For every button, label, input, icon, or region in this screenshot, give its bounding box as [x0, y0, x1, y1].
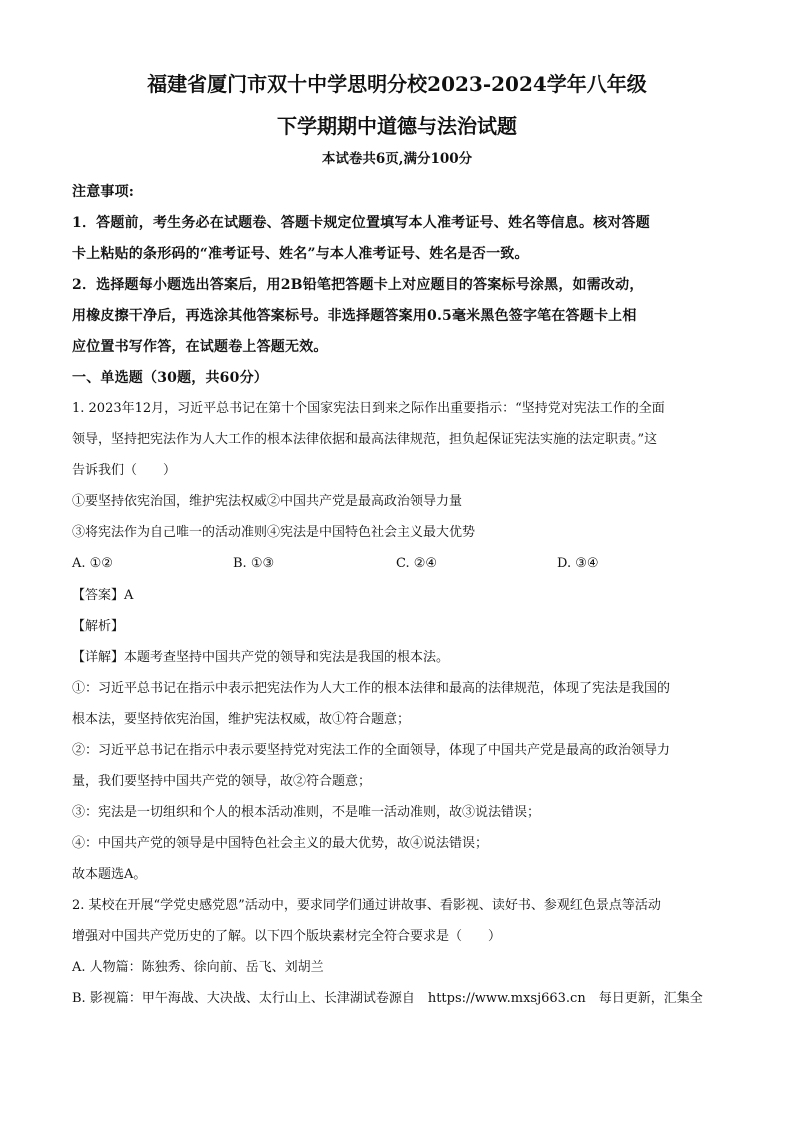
document-title-line2 [0, 114, 794, 138]
q1-explanation4: ④：中国共产党的领导是中国特色社会主义的最大优势，故④说法错误； [72, 836, 489, 851]
q1-detail-line: 【详解】本题考查坚持中国共产党的领导和宪法是我国的根本法。 [72, 650, 450, 665]
q2-option-a: A. 人物篇：陈独秀、徐向前、岳飞、刘胡兰 [72, 960, 324, 975]
notice-item2-line2: 用橡皮擦干净后，再选涂其他答案标号。非选择题答案用0.5毫米黑色签字笔在答题卡上相 [72, 308, 637, 324]
q1-stem-line3: 告诉我们（ ） [72, 463, 177, 478]
q1-stem-line1: 1. 2023年12月，习近平总书记在第十个国家宪法日到来之际作出重要指示：“坚持党对宪法工作的全面 [72, 401, 665, 416]
notice-heading: 注意事项: [72, 184, 135, 200]
q1-option-d: D. ③④ [557, 556, 599, 571]
q2-stem-line1: 2. 某校在开展“学党史感党恩”活动中，要求同学们通过讲故事、看影视、读好书、参观红色景点等活动 [72, 898, 661, 913]
q1-option-a: A. ①② [72, 556, 113, 571]
notice-item2-line3: 应位置书写作答，在试题卷上答题无效。 [72, 339, 328, 355]
notice-item1-line1: 1．答题前，考生务必在试题卷、答题卡规定位置填写本人准考证号、姓名等信息。核对答题 [72, 215, 650, 231]
title-text: 下学期期中道德与法治试题 [277, 114, 517, 138]
document-subtitle: 本试卷共6页,满分100分 [321, 151, 473, 167]
q1-conclusion: 故本题选A。 [72, 867, 147, 882]
q1-explanation1-line1: ①：习近平总书记在指示中表示把宪法作为人大工作的根本法律和最高的法律规范，体现了宪法是我国的 [72, 681, 671, 696]
section1-heading: 一、单选题（30题，共60分） [72, 370, 268, 386]
q1-option-b: B. ①③ [233, 556, 275, 571]
q1-explanation2-line1: ②：习近平总书记在指示中表示要坚持党对宪法工作的全面领导，体现了中国共产党是最高的政治领导力 [72, 743, 671, 758]
q1-analysis-label: 【解析】 [72, 619, 125, 634]
q1-explanation1-line2: 根本法，要坚持依宪治国，维护宪法权威，故①符合题意； [72, 712, 411, 727]
q1-stem-line2: 领导，坚持把宪法作为人大工作的根本法律依据和最高法律规范，担负起保证宪法实施的法定职责。”这 [72, 432, 658, 447]
q1-answer: 【答案】A [72, 588, 134, 603]
q1-option-c: C. ②④ [396, 556, 438, 571]
q1-explanation2-line2: 量，我们要坚持中国共产党的领导，故②符合题意； [72, 774, 372, 789]
document-title-line1 [0, 72, 794, 96]
q1-statements-line2: ③将宪法作为自己唯一的活动准则④宪法是中国特色社会主义最大优势 [72, 525, 476, 540]
q2-stem-line2: 增强对中国共产党历史的了解。以下四个版块素材完全符合要求是（ ） [72, 929, 502, 944]
notice-item1-line2: 卡上粘贴的条形码的“准考证号、姓名”与本人准考证号、姓名是否一致。 [72, 246, 529, 262]
q2-option-b: B. 影视篇：甲午海战、大决战、太行山上、长津湖试卷源自 https://www.mxsj663.cn 每日更新，汇集全 [72, 991, 703, 1006]
q1-explanation3: ③：宪法是一切组织和个人的根本活动准则，不是唯一活动准则，故③说法错误； [72, 805, 541, 820]
q1-statements-line1: ①要坚持依宪治国，维护宪法权威②中国共产党是最高政治领导力量 [72, 494, 463, 509]
title-text: 福建省厦门市双十中学思明分校2023-2024学年八年级 [147, 72, 647, 96]
notice-item2-line1: 2．选择题每小题选出答案后，用2B铅笔把答题卡上对应题目的答案标号涂黑，如需改动， [72, 277, 644, 293]
